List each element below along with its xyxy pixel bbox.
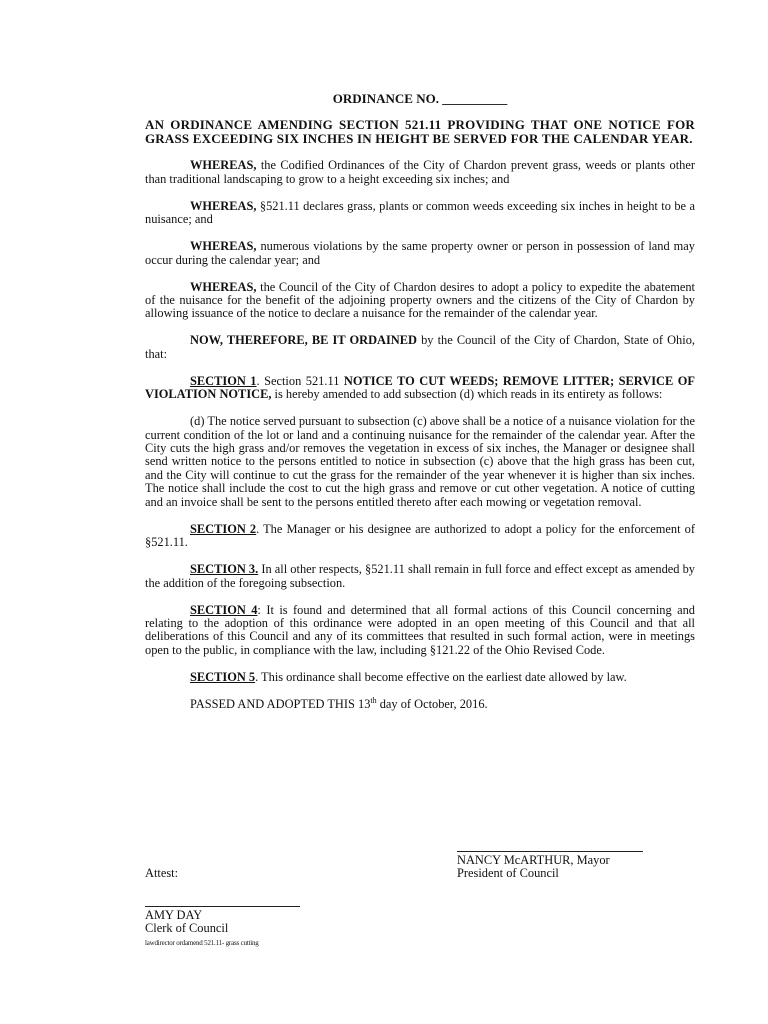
mayor-signature-line [457, 851, 643, 852]
section-5-label: SECTION 5 [190, 669, 256, 684]
section-5-text: . This ordinance shall become effective on the earliest date allowed by law. [255, 669, 627, 684]
whereas-lead: WHEREAS, [190, 198, 257, 213]
section-2-text: . The Manager or his designee are authorized to adopt a policy for the enforcement of §521.11. [145, 521, 695, 550]
whereas-text: §521.11 declares grass, plants or common weeds exceeding six inches in height to be a nuisance; and [145, 198, 695, 227]
section-2-label: SECTION 2 [190, 521, 257, 536]
mayor-name: NANCY McARTHUR, Mayor [457, 853, 610, 867]
footer-filename: lawdirector ordamend 521.11- grass cutting [145, 939, 259, 947]
whereas-text: the Council of the City of Chardon desires to adopt a policy to expedite the abatement of the nuisance for the benefit of the adjoining property owners and the citizens of the City of Chardon by allowing issuance of the notice to declare a nuisance for the remainder of the calendar year. [145, 279, 695, 321]
section-3-label: SECTION 3. [190, 562, 259, 577]
section-1-connector: . Section 521.11 [256, 373, 344, 388]
section-4-label: SECTION 4 [190, 602, 258, 617]
whereas-lead: WHEREAS, [190, 158, 257, 173]
ordained-lead: NOW, THEREFORE, BE IT ORDAINED [190, 333, 417, 348]
ordinance-title: ORDINANCE NO. __________ [332, 91, 508, 106]
signature-block [145, 0, 695, 1024]
section-3-text: In all other respects, §521.11 shall remain in full force and effect except as amended by the addition of the foregoing subsection. [145, 562, 695, 590]
passed-after: day of October, 2016. [376, 696, 488, 711]
whereas-lead: WHEREAS, [190, 279, 257, 294]
clerk-title: Clerk of Council [145, 921, 229, 935]
whereas-text: numerous violations by the same property owner or person in possession of land may occur during the calendar year; and [145, 239, 695, 267]
ordained-text: by the Council of the City of Chardon, State of Ohio, that: [145, 333, 695, 361]
clerk-signature-line [145, 906, 300, 907]
whereas-text: the Codified Ordinances of the City of Chardon prevent grass, weeds or plants other than traditional landscaping to grow to a height exceeding six inches; and [145, 158, 695, 186]
mayor-title: President of Council [457, 866, 559, 880]
section-4-text: : It is found and determined that all formal actions of this Council concerning and relating to the adoption of this ordinance were adopted in an open meeting of this Council and that all deliberations of this Council and any of its committees that resulted in such formal action, were in meetings open to the public, in compliance with the law, including §121.22 of the Ohio Revised Code. [145, 602, 695, 657]
section-1-text: is hereby amended to add subsection (d) which reads in its entirety as follows: [271, 387, 663, 402]
section-1-label: SECTION 1 [190, 373, 257, 388]
whereas-lead: WHEREAS, [190, 239, 257, 254]
section-1-title: NOTICE TO CUT WEEDS; REMOVE LITTER; SERVICE OF VIOLATION NOTICE, [145, 373, 695, 402]
passed-before: PASSED AND ADOPTED THIS 13 [190, 696, 371, 711]
attest-label: Attest: [145, 866, 179, 880]
ordinance-heading: AN ORDINANCE AMENDING SECTION 521.11 PROVIDING THAT ONE NOTICE FOR GRASS EXCEEDING SIX INCHES IN HEIGHT BE SERVED FOR THE CALENDAR YEAR. [145, 117, 695, 147]
clerk-name: AMY DAY [145, 908, 203, 922]
passed-sup: th [370, 695, 377, 705]
subsection-d: (d) The notice served pursuant to subsection (c) above shall be a notice of a nuisance violation for the current condition of the lot or land and a continuing nuisance for the remainder of the calendar year. After the City cuts the high grass and/or removes the vegetation in excess of six inches, the Manager or designee shall send written notice to the persons entitled to notice in subsection (c) above that the high grass has been cut, and the City will continue to cut the grass for the remainder of the year whenever it is higher than six inches. The notice shall include the cost to cut the high grass and remove or cut other vegetation. A notice of cutting and an invoice shall be sent to the persons entitled thereto after each mowing or vegetation removal. [145, 414, 695, 509]
